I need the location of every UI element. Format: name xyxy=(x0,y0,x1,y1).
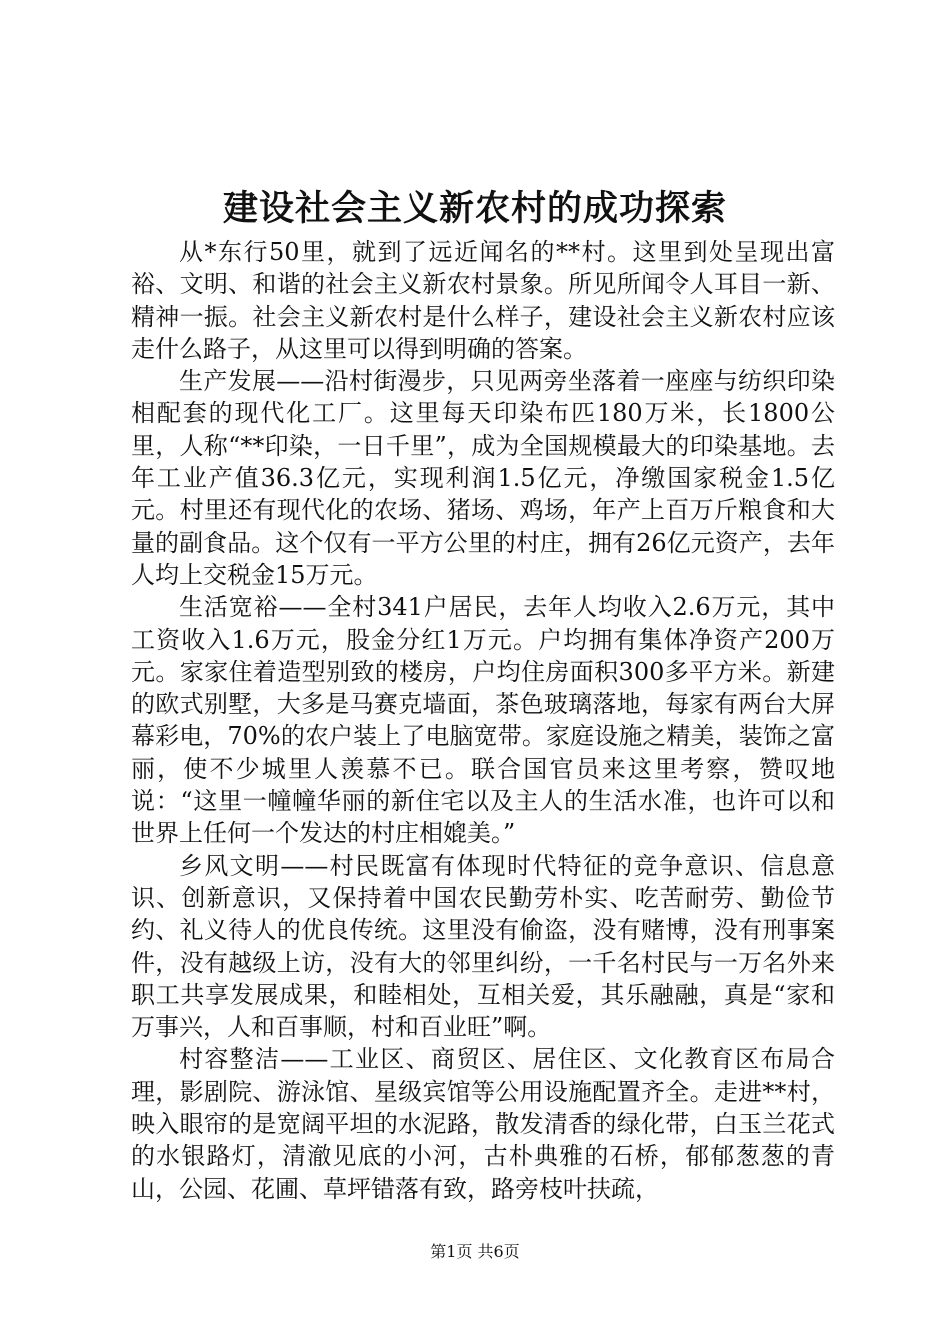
page-number-footer: 第1页 共6页 xyxy=(430,1242,520,1261)
document-title: 建设社会主义新农村的成功探索 xyxy=(222,188,727,229)
paragraph-civility: 乡风文明——村民既富有体现时代特征的竞争意识、信息意识、创新意识，又保持着中国农民勤劳朴实、吃苦耐劳、勤俭节约、礼义待人的优良传统。这里没有偷盗，没有赌博，没有刑事案件，没有越级上访，没有大的邻里纠纷，一千名村民与一万名外来职工共享发展成果，和睦相处，互相关爱，其乐融融，真是“家和万事兴，人和百事顺，村和百业旺”啊。 xyxy=(131,851,835,1042)
paragraph-intro: 从*东行50里，就到了远近闻名的**村。这里到处呈现出富裕、文明、和谐的社会主义新农村景象。所见所闻令人耳目一新、精神一振。社会主义新农村是什么样子，建设社会主义新农村应该走什么路子，从这里可以得到明确的答案。 xyxy=(131,238,835,363)
paragraph-village-appearance: 村容整洁——工业区、商贸区、居住区、文化教育区布局合理，影剧院、游泳馆、星级宾馆等公用设施配置齐全。走进**村，映入眼帘的是宽阔平坦的水泥路，散发清香的绿化带，白玉兰花式的水银路灯，清澈见底的小河，古朴典雅的石桥，郁郁葱葱的青山，公园、花圃、草坪错落有致，路旁枝叶扶疏， xyxy=(131,1045,835,1203)
paragraph-production: 生产发展——沿村街漫步，只见两旁坐落着一座座与纺织印染相配套的现代化工厂。这里每天印染布匹180万米，长1800公里，人称“**印染，一日千里”，成为全国规模最大的印染基地。去年工业产值36.3亿元，实现利润1.5亿元，净缴国家税金1.5亿元。村里还有现代化的农场、猪场、鸡场，年产上百万斤粮食和大量的副食品。这个仅有一平方公里的村庄，拥有26亿元资产，去年人均上交税金15万元。 xyxy=(131,367,835,589)
document-body xyxy=(131,236,835,1205)
paragraph-living: 生活宽裕——全村341户居民，去年人均收入2.6万元，其中工资收入1.6万元，股金分红1万元。户均拥有集体净资产200万元。家家住着造型别致的楼房，户均住房面积300多平方米。新建的欧式别墅，大多是马赛克墙面，茶色玻璃落地，每家有两台大屏幕彩电，70%的农户装上了电脑宽带。家庭设施之精美，装饰之富丽，使不少城里人羡慕不已。联合国官员来这里考察，赞叹地说：“这里一幢幢华丽的新住宅以及主人的生活水准，也许可以和世界上任何一个发达的村庄相媲美。” xyxy=(131,593,835,848)
